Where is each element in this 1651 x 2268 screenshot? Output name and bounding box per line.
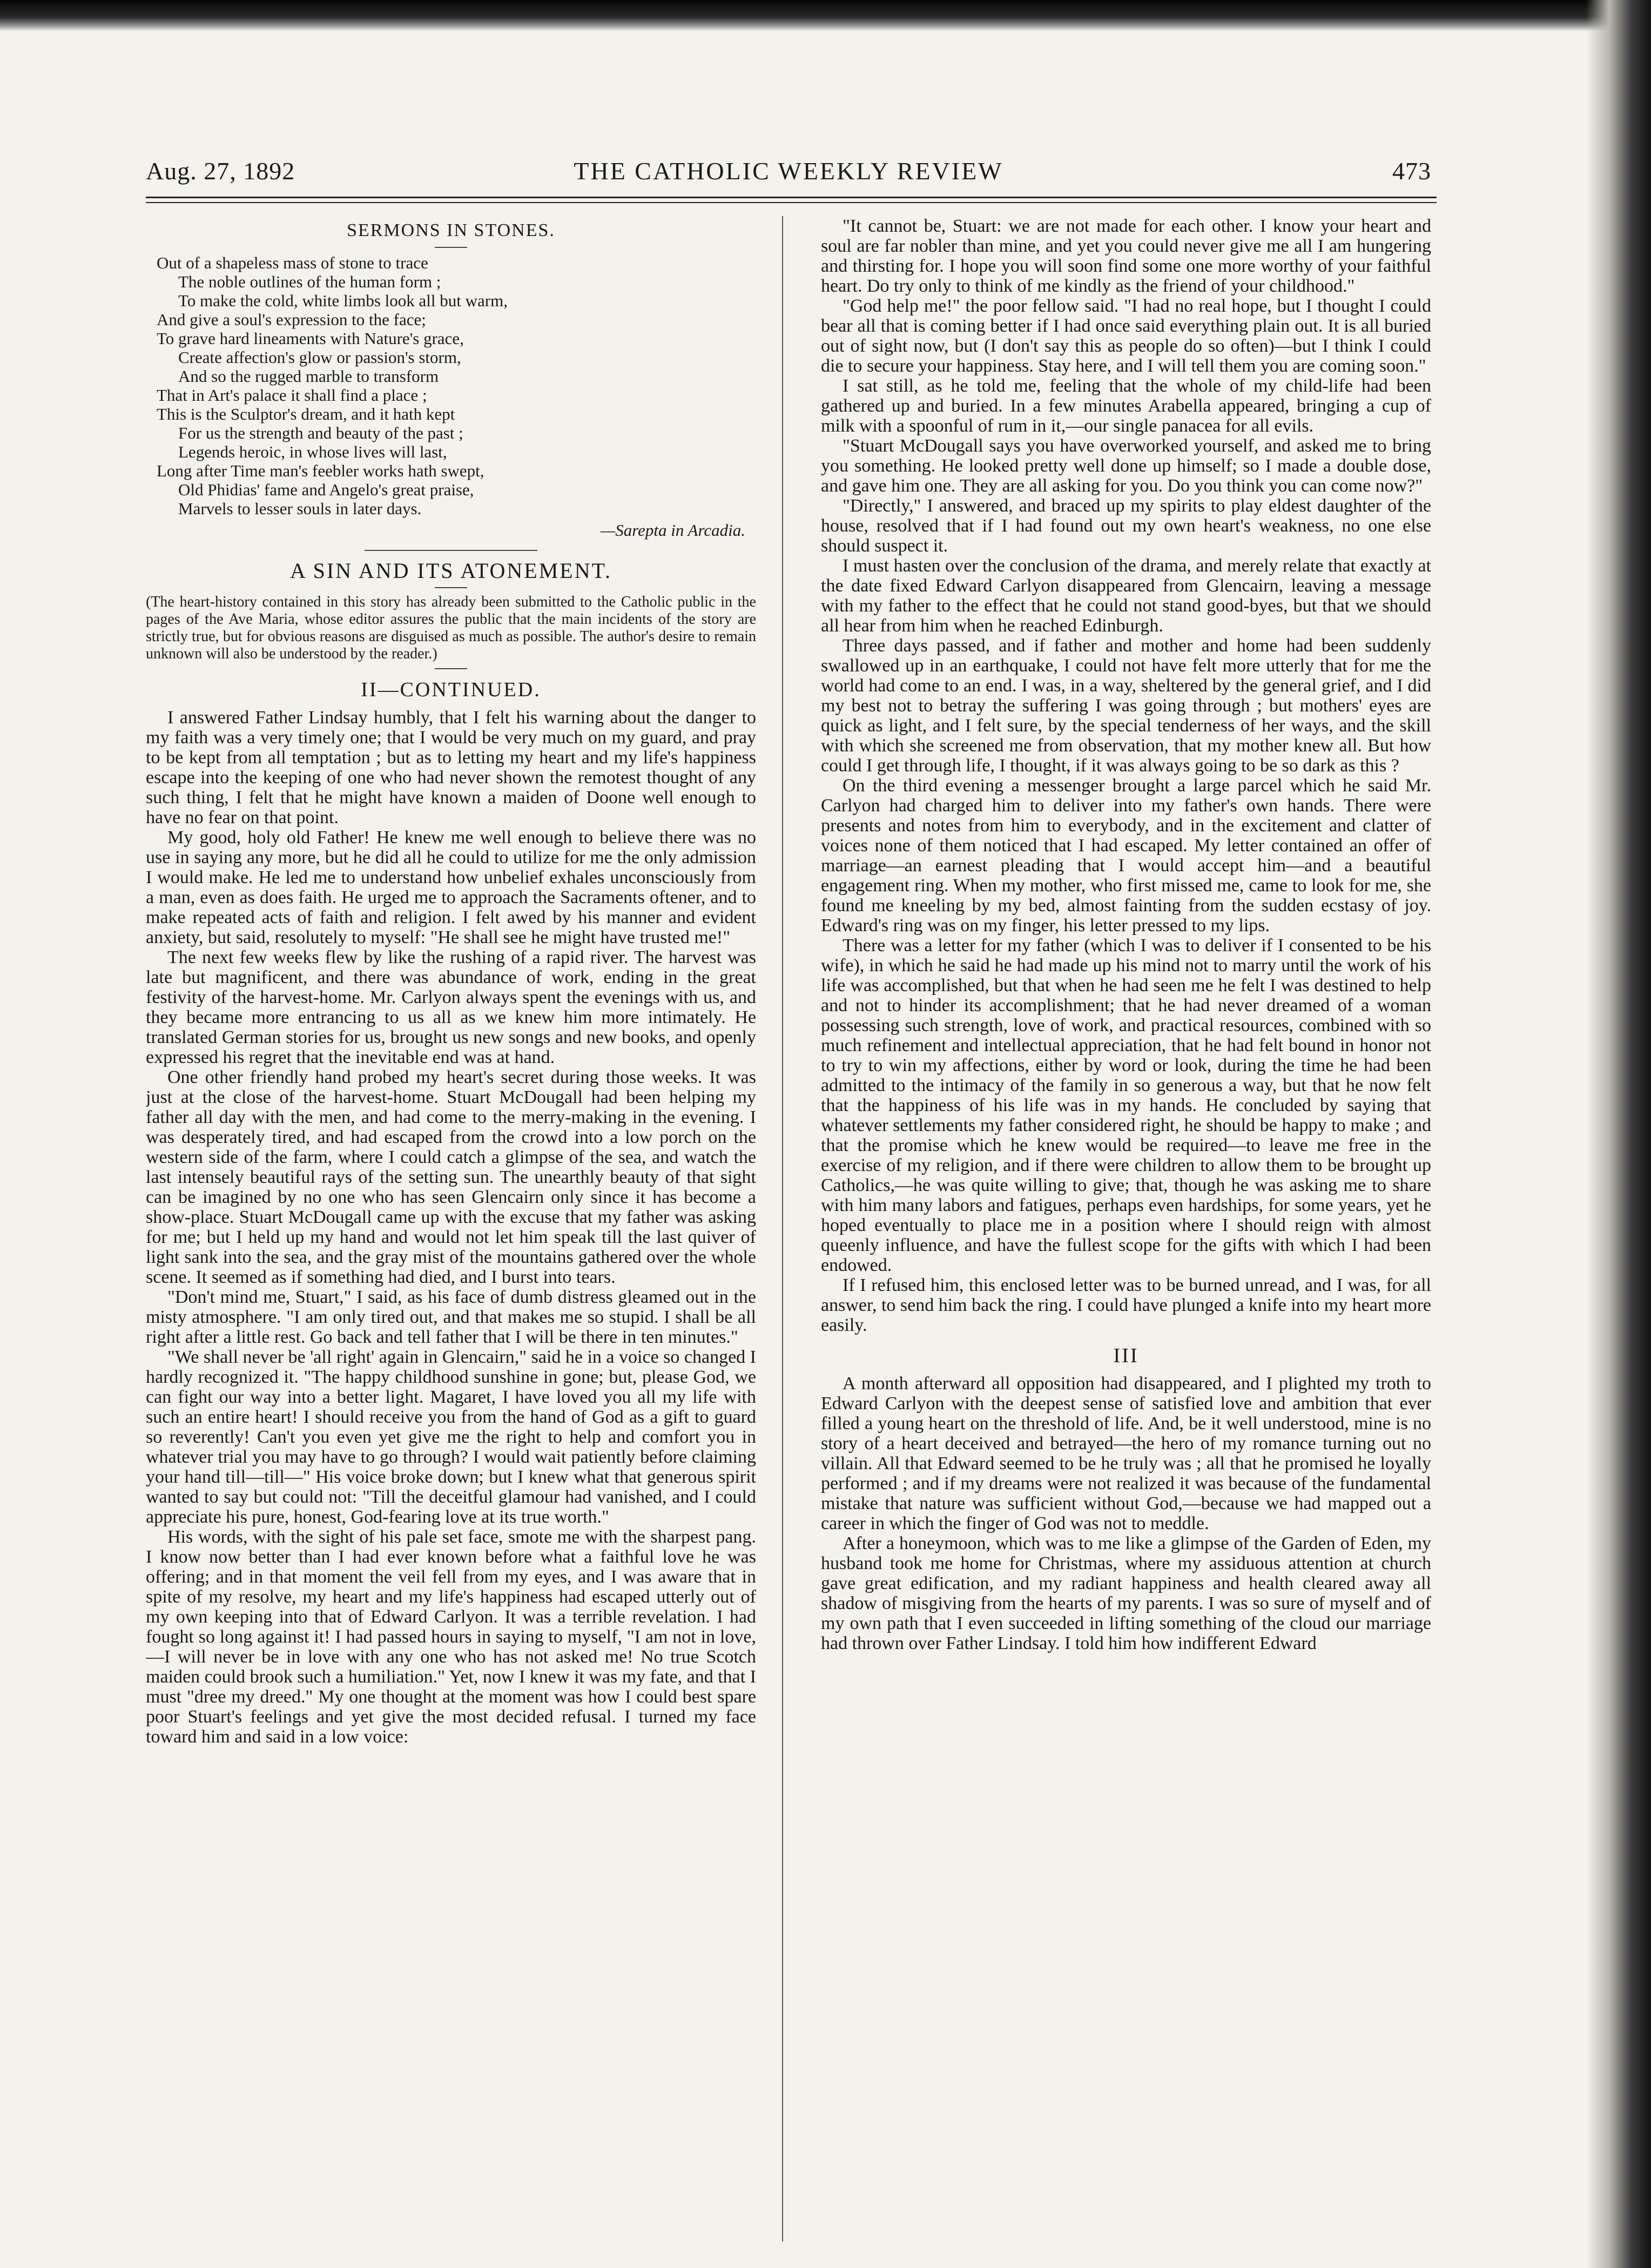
poem-line: The noble outlines of the human form ;: [178, 272, 441, 291]
poem-line: And so the rugged marble to transform: [178, 367, 439, 386]
poem-line: To make the cold, white limbs look all but warm,: [178, 291, 508, 310]
paragraph: "It cannot be, Stuart: we are not made for each other. I know your heart and soul are far nobler than mine, and yet you could never give me all I am hungering and thirsting for. I hope you will soon find some one more worthy of your faithful heart. Do try only to think of me kindly as the friend of your childhood.": [821, 216, 1431, 296]
poem-line: This is the Sculptor's dream, and it hath kept: [157, 405, 455, 423]
header-rule-double: [146, 202, 1437, 203]
story-title-rule: [435, 587, 467, 588]
paragraph: I sat still, as he told me, feeling that the whole of my child-life had been gathered up and buried. In a few minutes Arabella appeared, bringing a cup of milk with a spoonful of rum in it,—our single panacea for all evils.: [821, 376, 1431, 436]
paragraph: "Don't mind me, Stuart," I said, as his face of dumb distress gleamed out in the misty atmosphere. "I am only tired out, and that makes me so stupid. I shall be all right after a little rest. Go back and tell father that I will be there in ten minutes.": [146, 1287, 756, 1347]
note-rule: [435, 668, 467, 669]
paragraph: "God help me!" the poor fellow said. "I had no real hope, but I thought I could bear all that is coming better if I had once said everything plain out. It is all buried out of sight now, but (I don't say this as people do so often)—but I think I could die to secure your happiness. Stay here, and I will tell them you are coming soon.": [821, 296, 1431, 376]
right-column: [821, 216, 1431, 2247]
paragraph: "We shall never be 'all right' again in Glencairn," said he in a voice so changed I hardly recognized it. "The happy childhood sunshine in gone; but, please God, we can fight our way into a better light. Magaret, I have loved you all my life with such an entire heart! I should receive you from the hand of God as a gift to guard so reverently! Can't you even yet give me the right to help and comfort you in whatever trial you may have to go through? I would wait patiently before claiming your hand till—till—" His voice broke down; but I knew what that generous spirit wanted to say but could not: "Till the deceitful glamour had vanished, and I could appreciate his pure, honest, God-fearing love at its true worth.": [146, 1347, 756, 1527]
paragraph: A month afterward all opposition had disappeared, and I plighted my troth to Edward Carlyon with the deepest sense of satisfied love and ambition that ever filled a young heart on the threshold of life. And, be it well understood, mine is no story of a heart deceived and betrayed—the hero of my romance turning out no villain. All that Edward seemed to be he truly was ; all that he promised he loyally performed ; and if my dreams were not realized it was because of the fundamental mistake that nature was sufficient without God,—because we had mapped out a career in which the finger of God was not to meddle.: [821, 1374, 1431, 1533]
issue-date: Aug. 27, 1892: [146, 157, 295, 185]
poem-line: Create affection's glow or passion's storm,: [178, 348, 461, 367]
paragraph: There was a letter for my father (which I was to deliver if I consented to be his wife), in which he said he had made up his mind not to marry until the work of his life was accomplished, but that when he had seen me he felt I was destined to help and not to hinder its accomplishment; that he had never dreamed of a woman possessing such strength, love of work, and practical resources, combined with so much refinement and intellectual appreciation, that he had felt bound in honor not to try to win my affections, either by word or look, during the time he had been admitted to the intimacy of the family in so generous a way, but that he now felt that the happiness of his life was in my hands. He concluded by saying that whatever settlements my father considered right, he should be happy to make ; and that the promise which he knew would be required—to leave me free in the exercise of my religion, and if there were children to allow them to be brought up Catholics,—he was quite willing to give; that, though he was asking me to share with him many labors and fatigues, perhaps even hardships, for some years, yet he hoped eventually to place me in a position where I should reign with almost queenly influence, and have the fullest scope for the gifts with which I had been endowed.: [821, 936, 1431, 1275]
editor-note: (The heart-history contained in this story has already been submitted to the Catholic public in the pages of the Ave Maria, whose editor assures the public that the main incidents of the story are strictly true, but for obvious reasons are disguised as much as possible. The author's desire to remain unknown will also be understood by the reader.): [146, 594, 756, 662]
poem-title-rule: [435, 247, 467, 248]
paragraph: My good, holy old Father! He knew me well enough to believe there was no use in saying any more, but he did all he could to utilize for me the only admission I would make. He led me to understand how unbelief exhales unconsciously from a man, even as does faith. He urged me to approach the Sacraments oftener, and to make repeated acts of faith and religion. I felt awed by his manner and evident anxiety, but said, resolutely to myself: "He shall see he might have trusted me!": [146, 827, 756, 947]
poem-title: SERMONS IN STONES.: [347, 220, 555, 240]
scan-border-top: [0, 0, 1651, 31]
paragraph: One other friendly hand probed my heart's secret during those weeks. It was just at the close of the harvest-home. Stuart McDougall had been helping my father all day with the men, and had come to the merry-making in the evening. I was desperately tired, and had escaped from the crowd into a low porch on the western side of the farm, where I could catch a glimpse of the sea, and watch the last intensely beautiful rays of the setting sun. The unearthly beauty of that sight can be imagined by no one who has seen Glencairn only since it has become a show-place. Stuart McDougall came up with the excuse that my father was asking for me; but I held up my hand and would not let him speak till the last quiver of light sank into the sea, and the gray mist of the mountains gathered over the whole scene. It seemed as if something had died, and I burst into tears.: [146, 1067, 756, 1287]
poem-line: Legends heroic, in whose lives will last,: [178, 442, 447, 461]
paragraph: I answered Father Lindsay humbly, that I felt his warning about the danger to my faith was a very timely one; that I would be very much on my guard, and pray to be kept from all temptation ; but as to letting my heart and my life's happiness escape into the keeping of one who had never shown the remotest thought of any such thing, I felt that he might have known a maiden of Doone well enough to have no fear on that point.: [146, 708, 756, 827]
paragraph: After a honeymoon, which was to me like a glimpse of the Garden of Eden, my husband took me home for Christmas, where my assiduous attention at church gave great edification, and my radiant happiness and health cleared away all shadow of misgiving from the hearts of my parents. I was so sure of myself and of my own path that I even succeeded in lifting something of the cloud our marriage had thrown over Father Lindsay. I told him how indifferent Edward: [821, 1533, 1431, 1653]
poem-line: Long after Time man's feebler works hath swept,: [157, 461, 484, 480]
left-column-text: [146, 708, 756, 1747]
poem-line: To grave hard lineaments with Nature's grace,: [157, 329, 464, 348]
poem-line: Out of a shapeless mass of stone to trace: [157, 253, 428, 272]
paragraph: I must hasten over the conclusion of the drama, and merely relate that exactly at the date fixed Edward Carlyon disappeared from Glencairn, leaving a message with my father to the effect that he could not stand good-byes, but that we should all hear from him when he reached Edinburgh.: [821, 556, 1431, 636]
paragraph: "Directly," I answered, and braced up my spirits to play eldest daughter of the house, resolved that if I had found out my own heart's weakness, no one else should suspect it.: [821, 496, 1431, 556]
paragraph: If I refused him, this enclosed letter was to be burned unread, and I was, for all answer, to send him back the ring. I could have plunged a knife into my heart more easily.: [821, 1275, 1431, 1335]
poem-attribution: —Sarepta in Arcadia.: [600, 521, 745, 540]
poem-line: That in Art's palace it shall find a place ;: [157, 386, 427, 405]
section-three-text: [821, 1374, 1431, 1653]
page-number: 473: [1392, 157, 1431, 185]
section-heading: II—CONTINUED.: [361, 678, 541, 701]
poem-line: Old Phidias' fame and Angelo's great praise,: [178, 480, 474, 499]
column-divider: [782, 216, 783, 2242]
paragraph: Three days passed, and if father and mother and home had been suddenly swallowed up in an earthquake, I could not have felt more utterly that for me the world had come to an end. I was, in a way, sheltered by the general grief, and I did my best not to betray the suffering I was going through ; but mothers' eyes are quick as light, and I felt sure, by the special tenderness of her ways, and the skill with which she screened me from observation, that my mother knew all. But how could I get through life, I thought, if it was always going to be so dark as this ?: [821, 636, 1431, 776]
poem-line: For us the strength and beauty of the past ;: [178, 423, 463, 442]
right-column-text: [821, 216, 1431, 1335]
paragraph: The next few weeks flew by like the rushing of a rapid river. The harvest was late but magnificent, and there was abundance of work, ending in the great festivity of the harvest-home. Mr. Carlyon always spent the evenings with us, and they became more entrancing to us all as we knew him more intimately. He translated German stories for us, brought us new songs and new books, and openly expressed his regret that the inevitable end was at hand.: [146, 947, 756, 1067]
publication-title: THE CATHOLIC WEEKLY REVIEW: [574, 157, 1003, 185]
left-column: [146, 216, 756, 2247]
paragraph: "Stuart McDougall says you have overworked yourself, and asked me to bring you something. He looked pretty well done up himself; so I made a double dose, and gave him one. They are all asking for you. Do you think you can come now?": [821, 436, 1431, 496]
scan-border-right: [1586, 0, 1651, 2268]
section-three-heading: III: [1113, 1344, 1139, 1367]
story-title: A SIN AND ITS ATONEMENT.: [289, 558, 612, 583]
poem-body: [157, 253, 756, 518]
paragraph: His words, with the sight of his pale set face, smote me with the sharpest pang. I know now better than I had ever known before what a faithful love he was offering; and in that moment the veil fell from my eyes, and I was aware that in spite of my resolve, my heart and my life's happiness had escaped utterly out of my own keeping into that of Edward Carlyon. It was a terrible revelation. I had fought so long against it! I had passed hours in saying to myself, "I am not in love,—I will never be in love with any one who has not asked me! No true Scotch maiden could brook such a humiliation." Yet, now I knew it was my fate, and that I must "dree my dreed." My one thought at the moment was how I could best spare poor Stuart's feelings and yet give the most decided refusal. I turned my face toward him and said in a low voice:: [146, 1527, 756, 1747]
section-divider: [365, 550, 537, 551]
header-rule: [146, 197, 1437, 198]
paragraph: On the third evening a messenger brought a large parcel which he said Mr. Carlyon had charged him to deliver into my father's own hands. There were presents and notes from him to everybody, and in the excitement and clatter of voices none of them noticed that I had escaped. My letter contained an offer of marriage—an earnest pleading that I would accept him—and a beautiful engagement ring. When my mother, who first missed me, came to look for me, she found me kneeling by my bed, almost fainting from the sudden ecstasy of joy. Edward's ring was on my finger, his letter pressed to my lips.: [821, 776, 1431, 936]
page-header: [146, 157, 1431, 194]
poem-line: And give a soul's expression to the face;: [157, 310, 426, 329]
poem-line: Marvels to lesser souls in later days.: [178, 499, 422, 518]
